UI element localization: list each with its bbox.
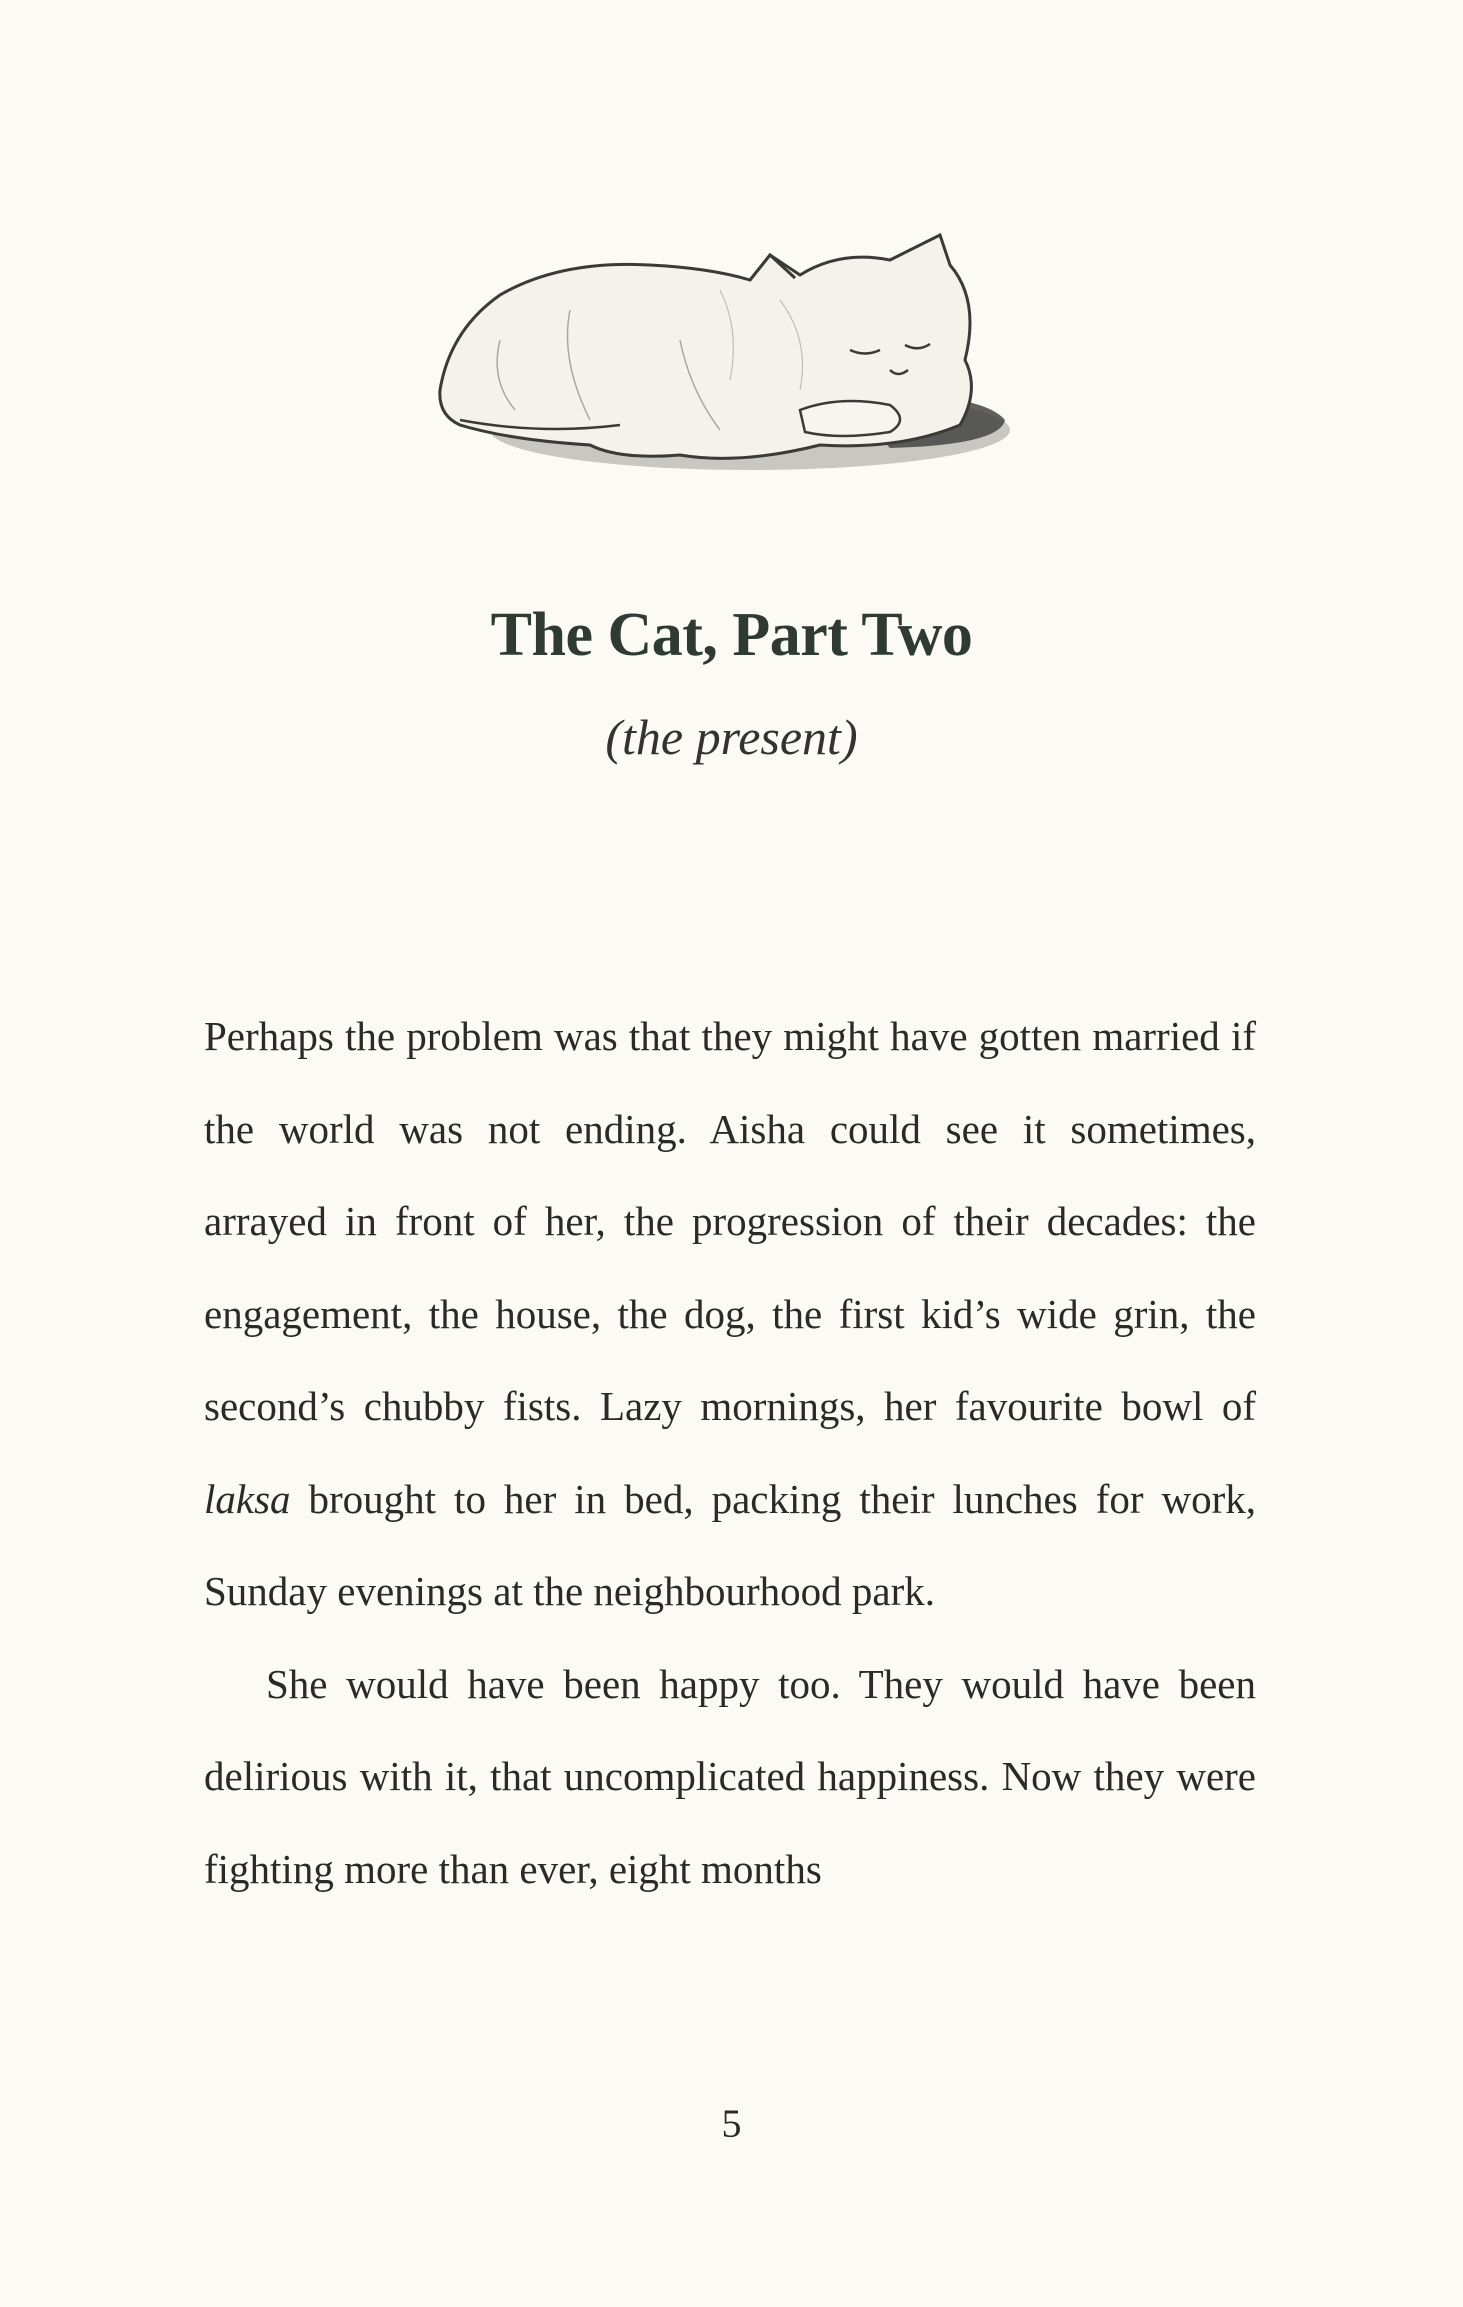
cat-paw (800, 401, 900, 436)
chapter-subtitle: (the present) (605, 709, 858, 765)
italic-word: laksa (204, 1475, 291, 1522)
sleeping-cat-illustration (420, 220, 1020, 490)
chapter-body (204, 990, 1256, 1915)
page-number: 5 (721, 2101, 742, 2146)
chapter-title: The Cat, Part Two (490, 601, 973, 669)
paragraph-1-text-a: Perhaps the problem was that they might have gotten married if the world was not ending. Aisha could see it sometimes, arrayed in front of her, the progression of their decades: the engagement, the house, the dog, the first kid’s wide grin, the second’s chubby fists. Lazy mornings, her favourite bowl of (204, 1013, 1256, 1429)
paragraph-1-text-b: brought to her in bed, packing their lunches for work, Sunday evenings at the neighbourhood park. (204, 1475, 1256, 1614)
paragraph-1 (204, 990, 1256, 1638)
paragraph-2: She would have been happy too. They would have been delirious with it, that uncomplicated happiness. Now they were fighting more than ever, eight months (204, 1660, 1256, 1892)
